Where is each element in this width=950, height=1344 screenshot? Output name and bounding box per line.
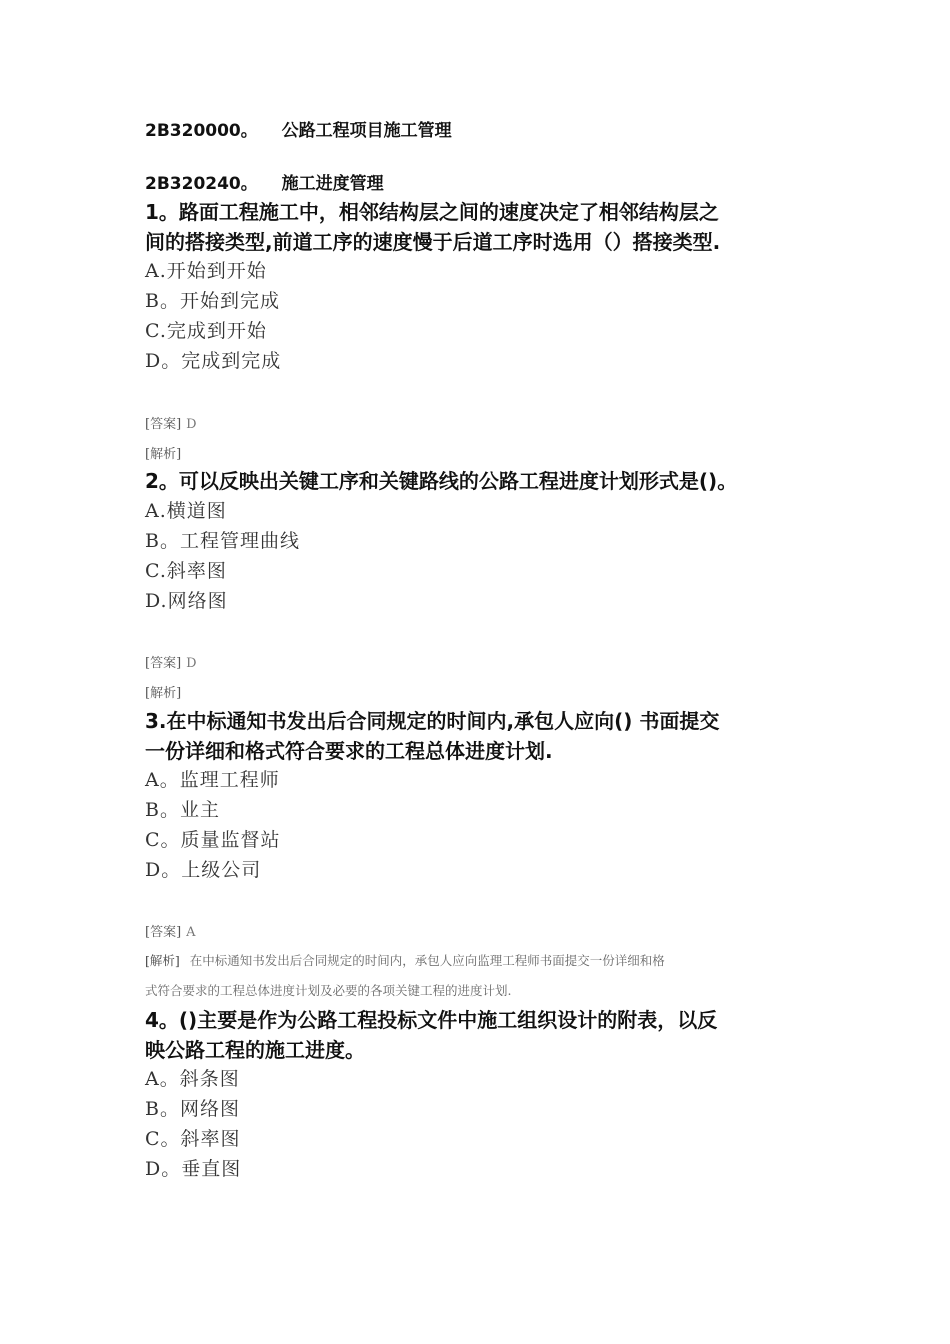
question-3-option-d: D。上级公司: [145, 859, 262, 881]
question-2-option-c: C.斜率图: [145, 560, 227, 582]
question-1-stem-line2: 间的搭接类型,前道工序的速度慢于后道工序时选用（）搭接类型.: [145, 230, 721, 254]
question-4-stem-line2: 映公路工程的施工进度。: [145, 1038, 365, 1062]
question-1-option-c: C.完成到开始: [145, 320, 267, 342]
answer-label: [答案]: [145, 417, 182, 432]
question-2-stem-line1: 2。可以反映出关键工序和关键路线的公路工程进度计划形式是()。: [145, 469, 738, 493]
question-1-option-a: A.开始到开始: [145, 260, 267, 282]
question-1-option-d: D。完成到完成: [145, 350, 282, 372]
answer-label: [答案]: [145, 656, 182, 671]
section-heading: [145, 169, 384, 194]
question-4-option-d: D。垂直图: [145, 1158, 242, 1180]
analysis-label: [解析]: [145, 953, 180, 968]
question-4-stem-line1: 4。()主要是作为公路工程投标文件中施工组织设计的附表，以反: [145, 1008, 718, 1032]
question-3-stem-line1: 3.在中标通知书发出后合同规定的时间内,承包人应向() 书面提交: [145, 709, 720, 733]
question-2-analysis: [145, 682, 181, 701]
analysis-label: [解析]: [145, 447, 182, 462]
question-2-option-a: A.横道图: [145, 500, 227, 522]
question-2-option-d: D.网络图: [145, 590, 228, 612]
question-4-option-c: C。斜率图: [145, 1128, 241, 1150]
answer-value: A: [186, 925, 196, 940]
question-3-stem-line2: 一份详细和格式符合要求的工程总体进度计划.: [145, 739, 553, 763]
question-4-option-b: B。网络图: [145, 1098, 240, 1120]
question-3-option-b: B。业主: [145, 799, 220, 821]
question-3-option-a: A。监理工程师: [145, 769, 280, 791]
section-title: 施工进度管理: [281, 174, 384, 194]
section-code: 2B320240。: [145, 174, 258, 194]
question-1-option-b: B。开始到完成: [145, 290, 280, 312]
question-1-stem-line1: 1。路面工程施工中，相邻结构层之间的速度决定了相邻结构层之: [145, 200, 719, 224]
analysis-label: [解析]: [145, 686, 182, 701]
analysis-text-line1: 在中标通知书发出后合同规定的时间内，承包人应向监理工程师书面提交一份详细和格: [189, 953, 665, 968]
question-3-analysis-line2: 式符合要求的工程总体进度计划及必要的各项关键工程的进度计划.: [145, 983, 512, 998]
chapter-code: 2B320000。: [145, 121, 258, 141]
question-1-analysis: [145, 443, 181, 462]
chapter-heading: [145, 116, 452, 141]
chapter-title: 公路工程项目施工管理: [281, 121, 452, 141]
question-3-analysis-line1: [145, 951, 665, 969]
answer-value: D: [186, 417, 197, 432]
question-1-answer: [145, 413, 197, 432]
question-3-option-c: C。质量监督站: [145, 829, 281, 851]
question-2-option-b: B。工程管理曲线: [145, 530, 300, 552]
answer-value: D: [186, 656, 197, 671]
question-3-answer: [145, 921, 196, 940]
question-2-answer: [145, 652, 197, 671]
question-4-option-a: A。斜条图: [145, 1068, 240, 1090]
answer-label: [答案]: [145, 925, 182, 940]
